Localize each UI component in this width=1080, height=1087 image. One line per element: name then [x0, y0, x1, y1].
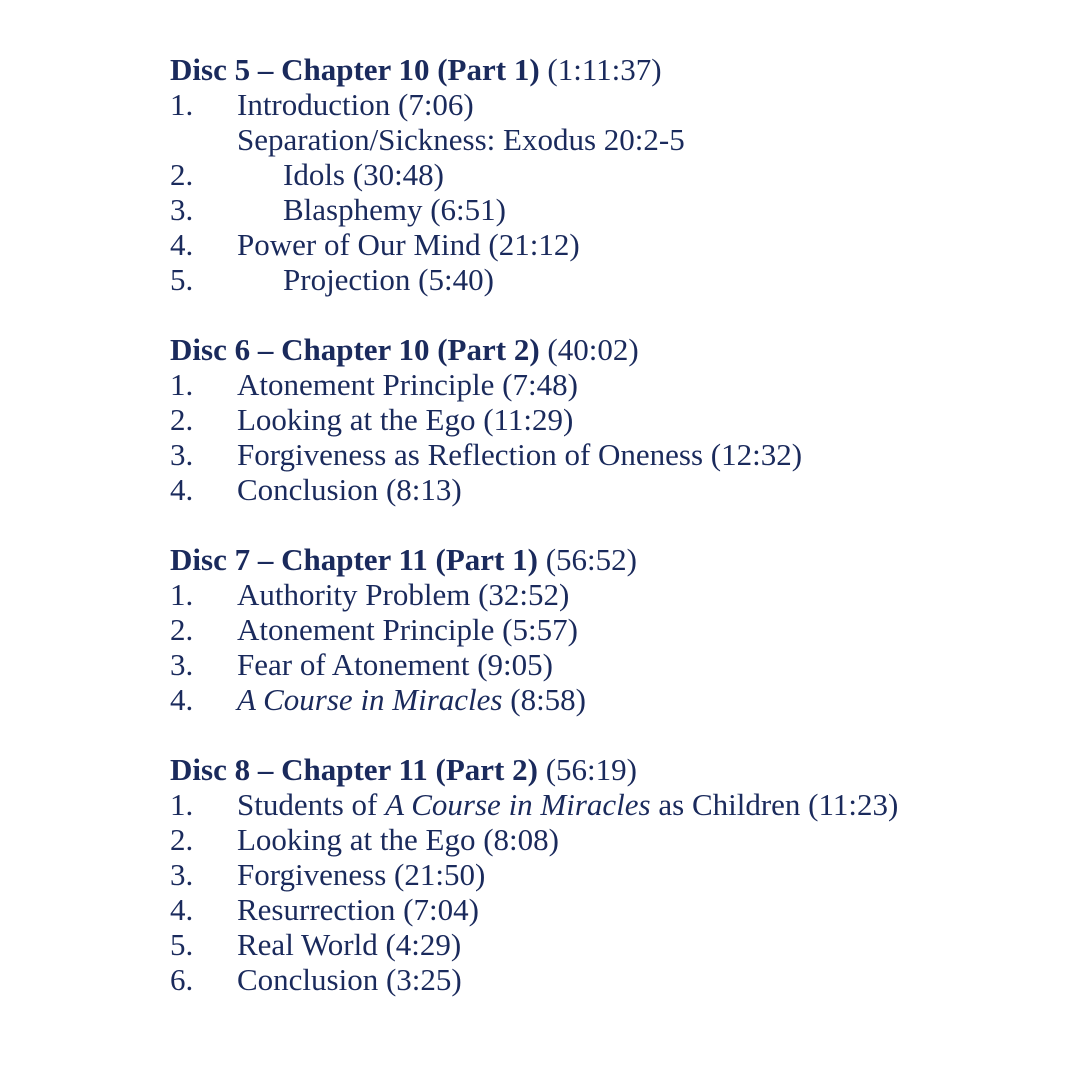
track-row [170, 367, 1050, 402]
track-title [237, 787, 898, 822]
track-row [170, 157, 1050, 192]
disc-title: Disc 6 – Chapter 10 (Part 2) [170, 332, 540, 367]
track-title: Forgiveness (21:50) [237, 857, 486, 892]
track-number: 1. [170, 367, 194, 402]
track-number: 3. [170, 192, 194, 227]
track-number: 4. [170, 892, 194, 927]
track-row [170, 647, 1050, 682]
track-title: Authority Problem (32:52) [237, 577, 570, 612]
track-number: 1. [170, 577, 194, 612]
track-row [170, 262, 1050, 297]
disc-duration: (56:52) [545, 542, 637, 577]
track-title-prefix: Students of [237, 787, 386, 822]
track-title [237, 682, 586, 717]
track-row [170, 472, 1050, 507]
disc-title: Disc 8 – Chapter 11 (Part 2) [170, 752, 538, 787]
track-title: Idols (30:48) [283, 157, 445, 192]
track-number: 3. [170, 437, 194, 472]
track-row [170, 682, 1050, 717]
track-title: Blasphemy (6:51) [283, 192, 506, 227]
track-row [170, 192, 1050, 227]
disc-title: Disc 5 – Chapter 10 (Part 1) [170, 52, 540, 87]
track-title: Fear of Atonement (9:05) [237, 647, 553, 682]
book-title: A Course in Miracles [237, 682, 503, 717]
track-title: Conclusion (3:25) [237, 962, 462, 997]
track-row [170, 962, 1050, 997]
track-row [170, 787, 1050, 822]
track-number: 4. [170, 682, 194, 717]
track-number: 2. [170, 822, 194, 857]
track-number: 2. [170, 157, 194, 192]
track-row [170, 612, 1050, 647]
track-number: 3. [170, 857, 194, 892]
track-title: Forgiveness as Reflection of Oneness (12:32) [237, 437, 803, 472]
section-subheading: Separation/Sickness: Exodus 20:2-5 [237, 122, 685, 157]
track-number: 5. [170, 927, 194, 962]
track-title-suffix: as Children (11:23) [650, 787, 899, 822]
track-row [170, 927, 1050, 962]
track-row [170, 437, 1050, 472]
track-number: 2. [170, 402, 194, 437]
disc-section [170, 752, 1050, 997]
track-row [170, 857, 1050, 892]
track-listing [170, 52, 1050, 1032]
disc-section [170, 542, 1050, 717]
track-title: Looking at the Ego (11:29) [237, 402, 574, 437]
track-number: 5. [170, 262, 194, 297]
track-title: Resurrection (7:04) [237, 892, 479, 927]
track-title: Atonement Principle (5:57) [237, 612, 578, 647]
track-row [170, 402, 1050, 437]
disc-duration: (1:11:37) [547, 52, 662, 87]
track-number: 4. [170, 472, 194, 507]
track-title: Conclusion (8:13) [237, 472, 462, 507]
track-title: Real World (4:29) [237, 927, 462, 962]
track-title: Introduction (7:06) [237, 87, 474, 122]
disc-heading [170, 332, 1050, 367]
track-title: Power of Our Mind (21:12) [237, 227, 580, 262]
track-row [170, 892, 1050, 927]
track-title: Atonement Principle (7:48) [237, 367, 578, 402]
track-duration: (8:58) [502, 682, 587, 717]
track-row [170, 87, 1050, 122]
disc-title: Disc 7 – Chapter 11 (Part 1) [170, 542, 538, 577]
track-number: 4. [170, 227, 194, 262]
disc-duration: (56:19) [545, 752, 637, 787]
disc-section [170, 52, 1050, 297]
disc-heading [170, 752, 1050, 787]
track-row [170, 227, 1050, 262]
track-number: 1. [170, 87, 194, 122]
track-number: 2. [170, 612, 194, 647]
track-row [170, 577, 1050, 612]
disc-section [170, 332, 1050, 507]
track-row [170, 822, 1050, 857]
disc-heading [170, 542, 1050, 577]
track-title: Looking at the Ego (8:08) [237, 822, 559, 857]
book-title: A Course in Miracles [385, 787, 651, 822]
disc-heading [170, 52, 1050, 87]
track-number: 1. [170, 787, 194, 822]
track-number: 6. [170, 962, 194, 997]
track-title: Projection (5:40) [283, 262, 494, 297]
track-number: 3. [170, 647, 194, 682]
disc-duration: (40:02) [547, 332, 639, 367]
